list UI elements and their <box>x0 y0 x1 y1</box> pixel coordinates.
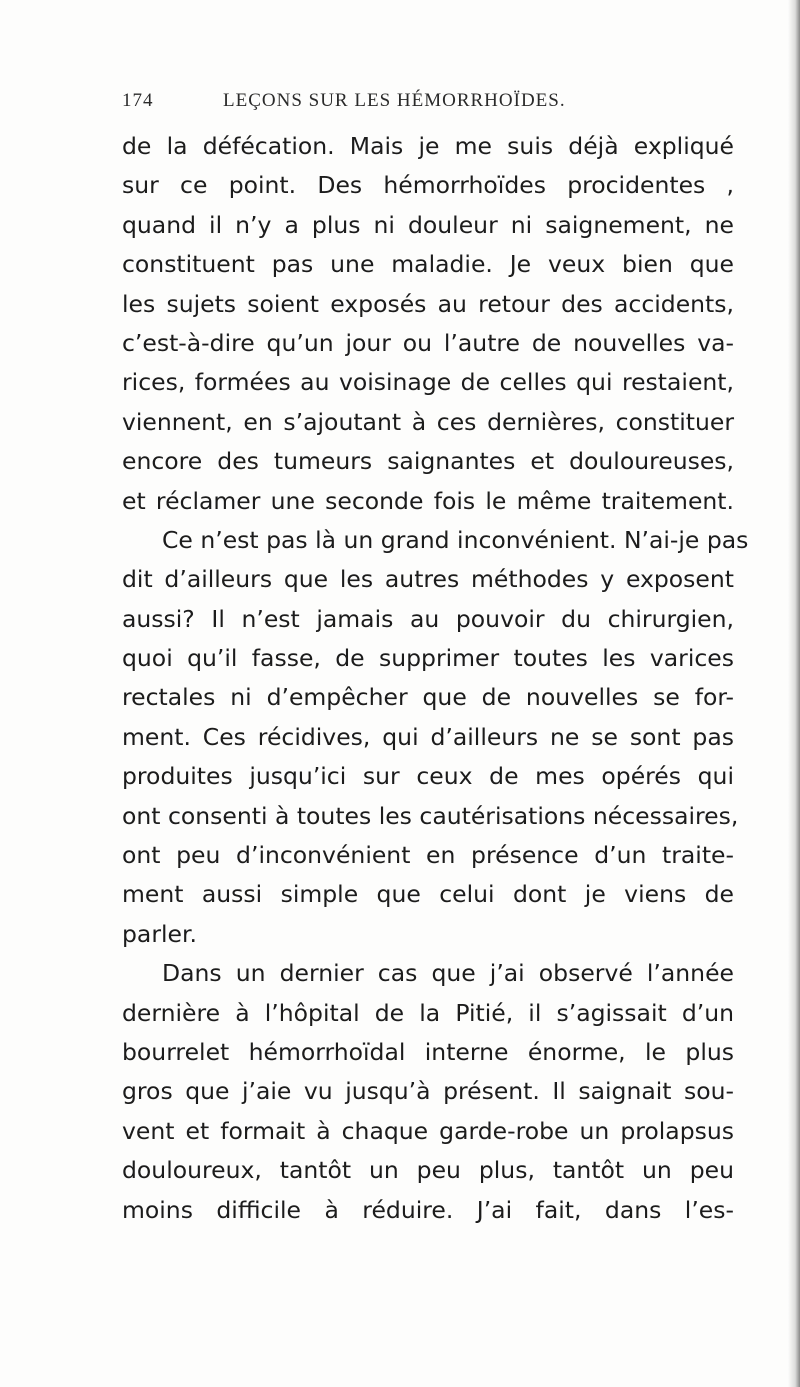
text-line: ment aussi simple que celui dont je viens de <box>122 880 734 909</box>
text-line: et réclamer une seconde fois le même traitement. <box>122 486 734 515</box>
page-edge-shadow <box>788 0 800 1387</box>
text-line: Ce n’est pas là un grand inconvénient. N’ai-je pas <box>162 525 749 554</box>
text-line: bourrelet hémorrhoïdal interne énorme, le plus <box>122 1037 734 1066</box>
text-line: quoi qu’il fasse, de supprimer toutes les varices <box>122 644 734 673</box>
text-line: les sujets soient exposés au retour des accidents, <box>122 289 734 318</box>
text-line: sur ce point. Des hémorrhoïdes procidentes , <box>122 171 734 200</box>
text-line: ment. Ces récidives, qui d’ailleurs ne se sont pas <box>122 722 734 751</box>
text-line: dernière à l’hôpital de la Pitié, il s’agissait d’un <box>122 998 734 1027</box>
text-line: rectales ni d’empêcher que de nouvelles se for- <box>122 683 734 712</box>
text-line: douloureux, tantôt un peu plus, tantôt un peu <box>122 1156 734 1185</box>
text-line: ont consenti à toutes les cautérisations nécessaires, <box>122 801 739 830</box>
running-head <box>122 90 682 114</box>
text-line: moins difficile à réduire. J’ai fait, dans l’es- <box>122 1195 734 1224</box>
text-line: ont peu d’inconvénient en présence d’un traite- <box>122 841 734 870</box>
text-line: de la défécation. Mais je me suis déjà expliqué <box>122 132 734 160</box>
page-number: 174 <box>122 90 154 111</box>
running-title: LEÇONS SUR LES HÉMORRHOÏDES. <box>223 90 566 111</box>
body-text <box>122 127 749 1230</box>
text-line: encore des tumeurs saignantes et douloureuses, <box>122 447 734 476</box>
text-line: rices, formées au voisinage de celles qui restaient, <box>122 368 734 397</box>
text-line: parler. <box>122 919 197 948</box>
text-line: viennent, en s’ajoutant à ces dernières, constituer <box>122 407 734 436</box>
text-line: quand il n’y a plus ni douleur ni saignement, ne <box>122 210 734 239</box>
text-line: constituent pas une maladie. Je veux bien que <box>122 250 734 279</box>
text-line: aussi? Il n’est jamais au pouvoir du chirurgien, <box>122 604 734 633</box>
text-line: Dans un dernier cas que j’ai observé l’année <box>162 959 734 988</box>
text-line: c’est-à-dire qu’un jour ou l’autre de nouvelles va- <box>122 328 734 357</box>
text-line: vent et formait à chaque garde-robe un prolapsus <box>122 1116 734 1145</box>
text-line: dit d’ailleurs que les autres méthodes y exposent <box>122 565 734 594</box>
text-line: gros que j’aie vu jusqu’à présent. Il saignait sou- <box>122 1077 734 1106</box>
text-line: produites jusqu’ici sur ceux de mes opérés qui <box>122 762 734 791</box>
